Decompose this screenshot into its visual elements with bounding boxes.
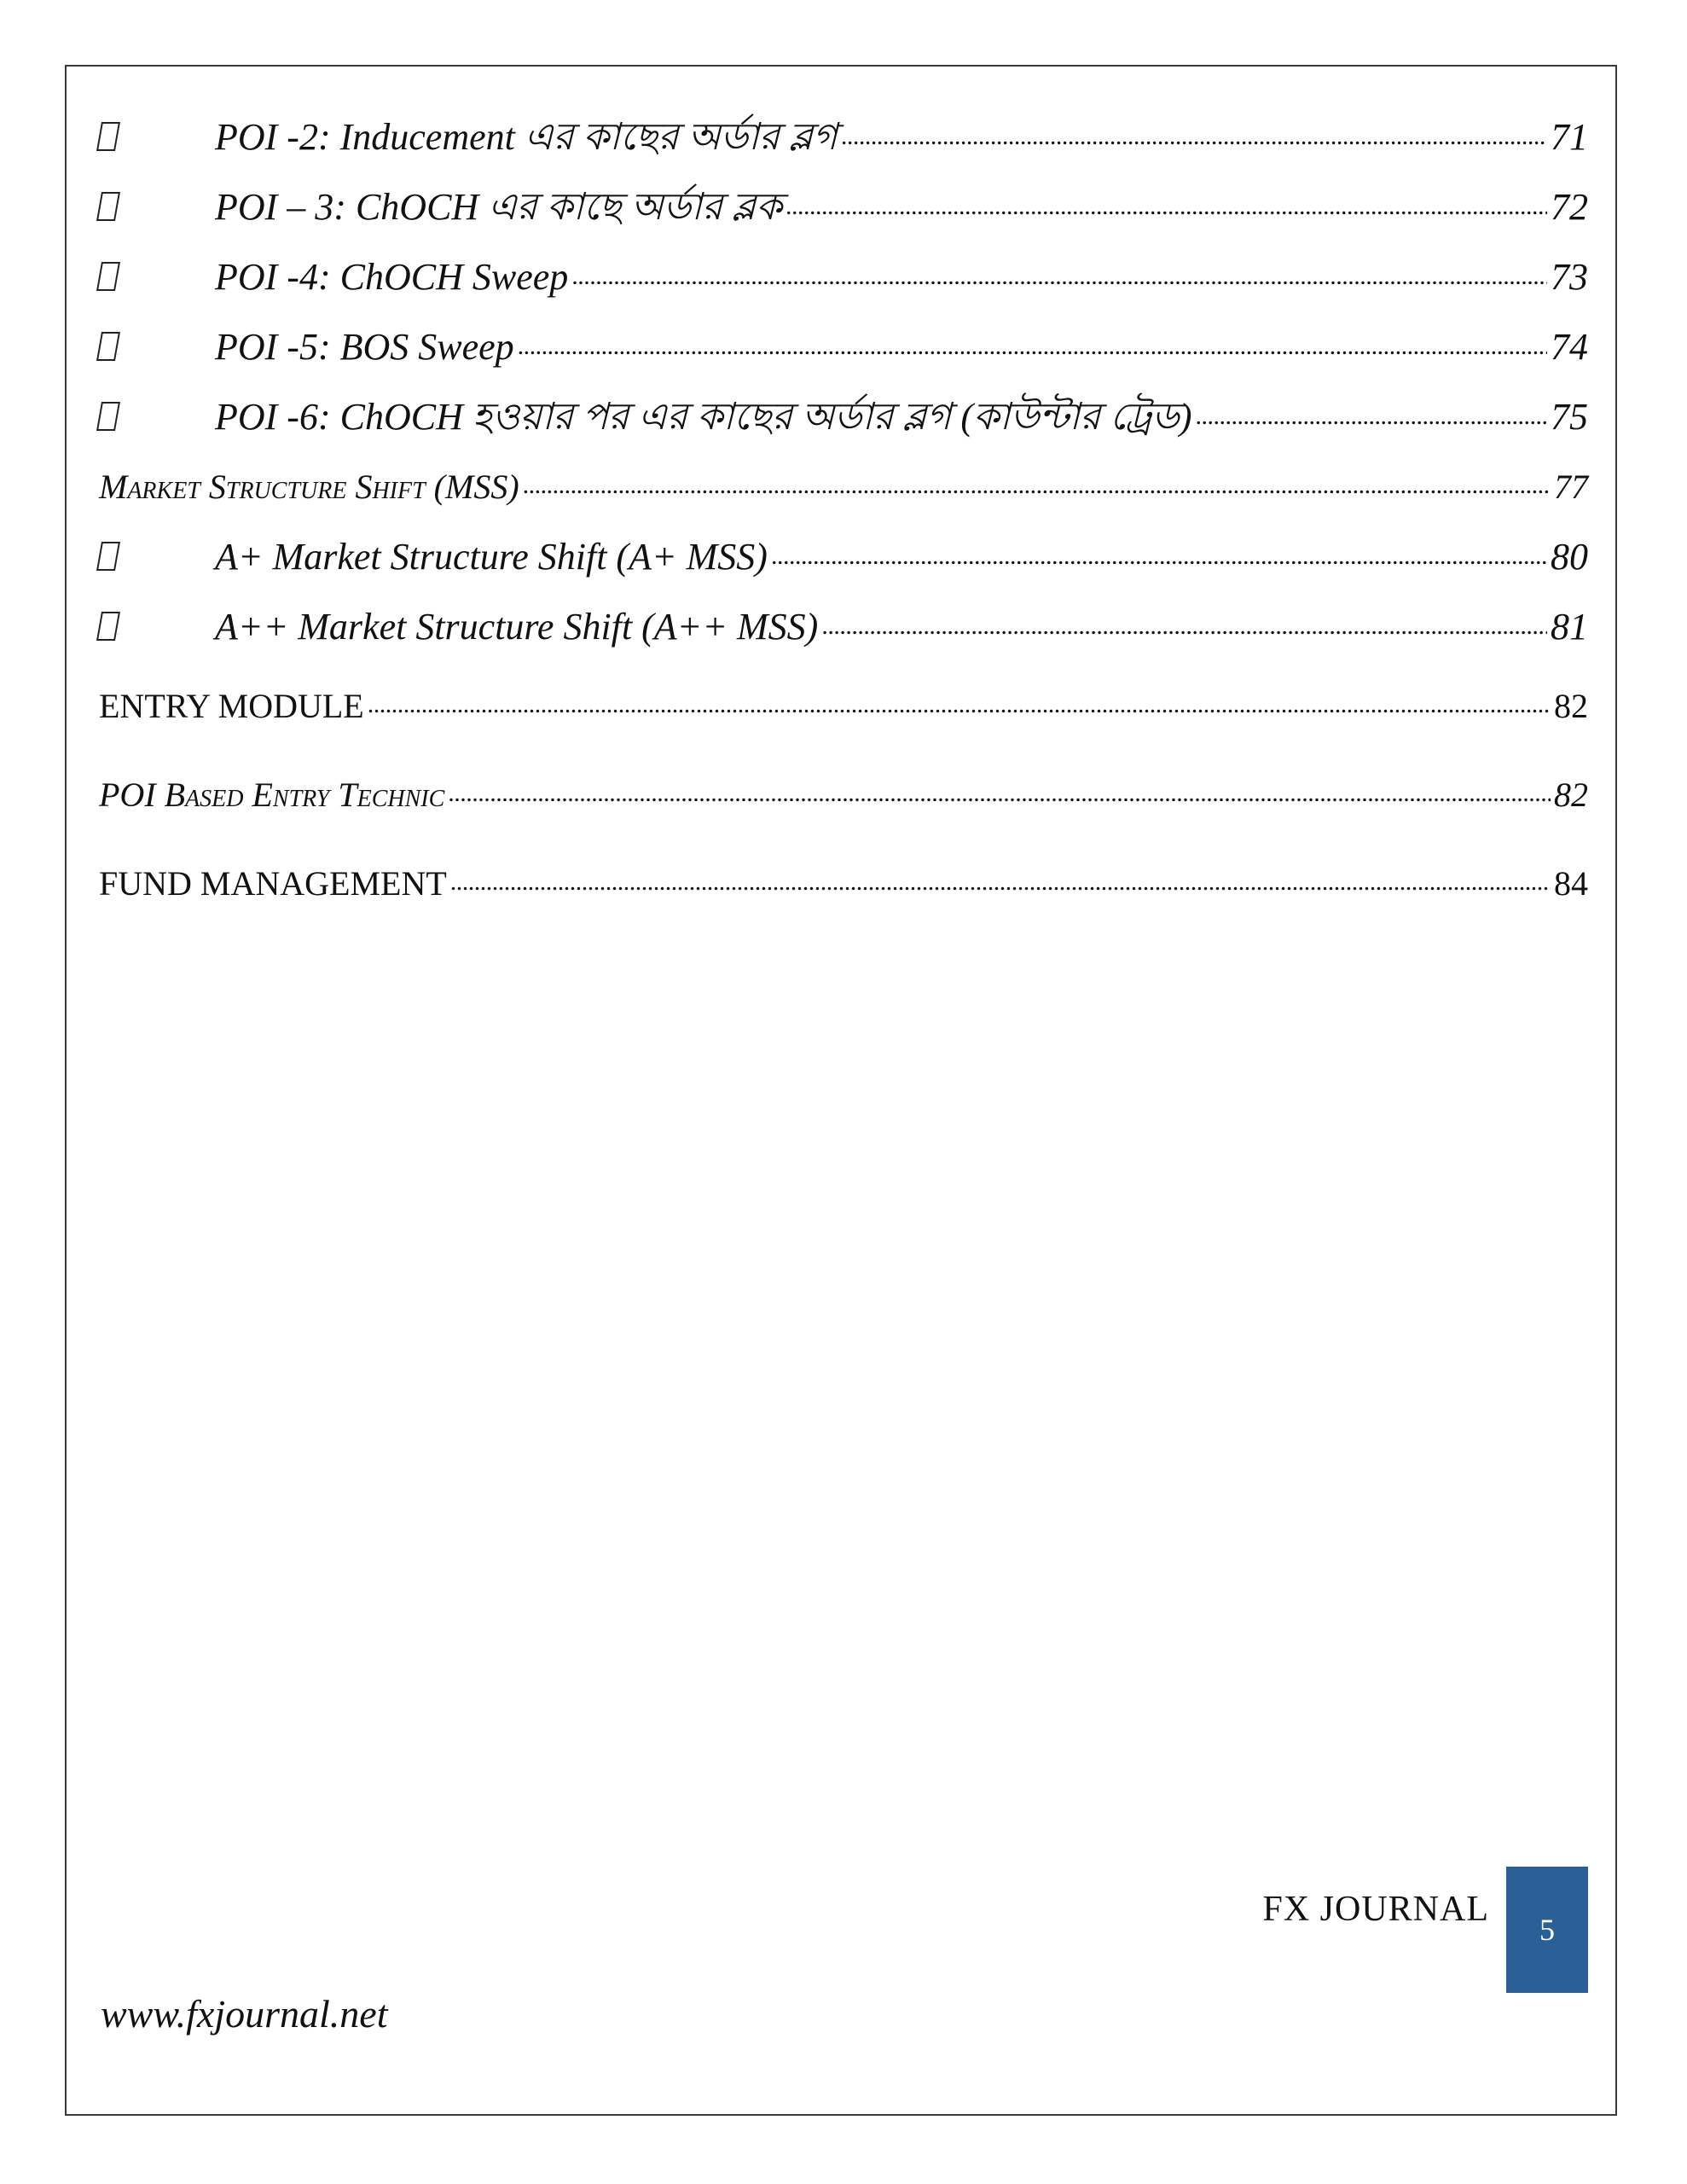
toc-entry[interactable] xyxy=(99,312,1588,382)
toc-entry[interactable] xyxy=(99,662,1588,751)
toc-entry-title: POI -4: ChOCH Sweep xyxy=(215,256,569,298)
toc-entry-title: Market Structure Shift (MSS) xyxy=(99,468,519,506)
toc-entry-title: ENTRY MODULE xyxy=(99,687,364,725)
bullet-icon xyxy=(99,312,215,382)
page-number-badge xyxy=(1506,1867,1588,1993)
footer-url[interactable]: www.fxjournal.net xyxy=(101,1992,388,2036)
toc-entry-page: 82 xyxy=(1554,687,1588,725)
toc-entry-title: A++ Market Structure Shift (A++ MSS) xyxy=(215,606,819,648)
toc-entry[interactable] xyxy=(99,592,1588,662)
toc-entry-title: A+ Market Structure Shift (A+ MSS) xyxy=(215,536,768,578)
toc-entry-title: POI -6: ChOCH হওয়ার পর এর কাছের অর্ডার ব্লগ (কাউন্টার ট্রেড) xyxy=(215,396,1192,438)
dot-leader xyxy=(448,772,1551,806)
dot-leader xyxy=(786,182,1547,219)
bullet-icon xyxy=(99,172,215,242)
dot-leader xyxy=(821,601,1547,639)
dot-leader xyxy=(518,322,1547,359)
toc-entry-page: 71 xyxy=(1551,116,1588,158)
toc-entry-page: 84 xyxy=(1554,864,1588,903)
dot-leader xyxy=(450,861,1551,895)
dot-leader xyxy=(841,112,1547,149)
dot-leader xyxy=(1196,392,1547,429)
toc-entry[interactable] xyxy=(99,452,1588,522)
toc-entry-page: 72 xyxy=(1551,186,1588,228)
dot-leader xyxy=(571,252,1547,289)
dot-leader xyxy=(368,683,1551,717)
toc-entry-page: 75 xyxy=(1551,396,1588,438)
dot-leader xyxy=(771,531,1547,569)
toc-entry-page: 73 xyxy=(1551,256,1588,298)
page-number: 5 xyxy=(1539,1913,1555,1947)
toc-entry-title: POI – 3: ChOCH এর কাছে অর্ডার ব্লক xyxy=(215,186,782,228)
toc-entry-page: 80 xyxy=(1551,536,1588,578)
bullet-icon xyxy=(99,592,215,662)
bullet-icon xyxy=(99,242,215,312)
toc-entry[interactable] xyxy=(99,382,1588,452)
toc-entry[interactable] xyxy=(99,839,1588,928)
bullet-icon xyxy=(99,522,215,592)
footer-journal-title: FX JOURNAL xyxy=(1262,1890,1489,1929)
bullet-icon xyxy=(99,382,215,452)
toc-entry-title: POI -5: BOS Sweep xyxy=(215,326,514,368)
toc-entry-title: POI Based Entry Technic xyxy=(99,775,445,814)
toc-entry-page: 74 xyxy=(1551,326,1588,368)
toc-entry-page: 81 xyxy=(1551,606,1588,648)
toc-entry[interactable] xyxy=(99,242,1588,312)
toc-entry[interactable] xyxy=(99,522,1588,592)
toc-entry[interactable] xyxy=(99,172,1588,242)
toc-entry-title: POI -2: Inducement এর কাছের অর্ডার ব্লগ xyxy=(215,116,838,158)
toc-entry-page: 82 xyxy=(1554,775,1588,814)
table-of-contents xyxy=(99,102,1588,928)
toc-entry[interactable] xyxy=(99,102,1588,172)
toc-entry-page: 77 xyxy=(1554,468,1588,506)
toc-entry-title: FUND MANAGEMENT xyxy=(99,864,447,903)
dot-leader xyxy=(523,464,1551,498)
bullet-icon xyxy=(99,102,215,172)
toc-entry[interactable] xyxy=(99,751,1588,839)
